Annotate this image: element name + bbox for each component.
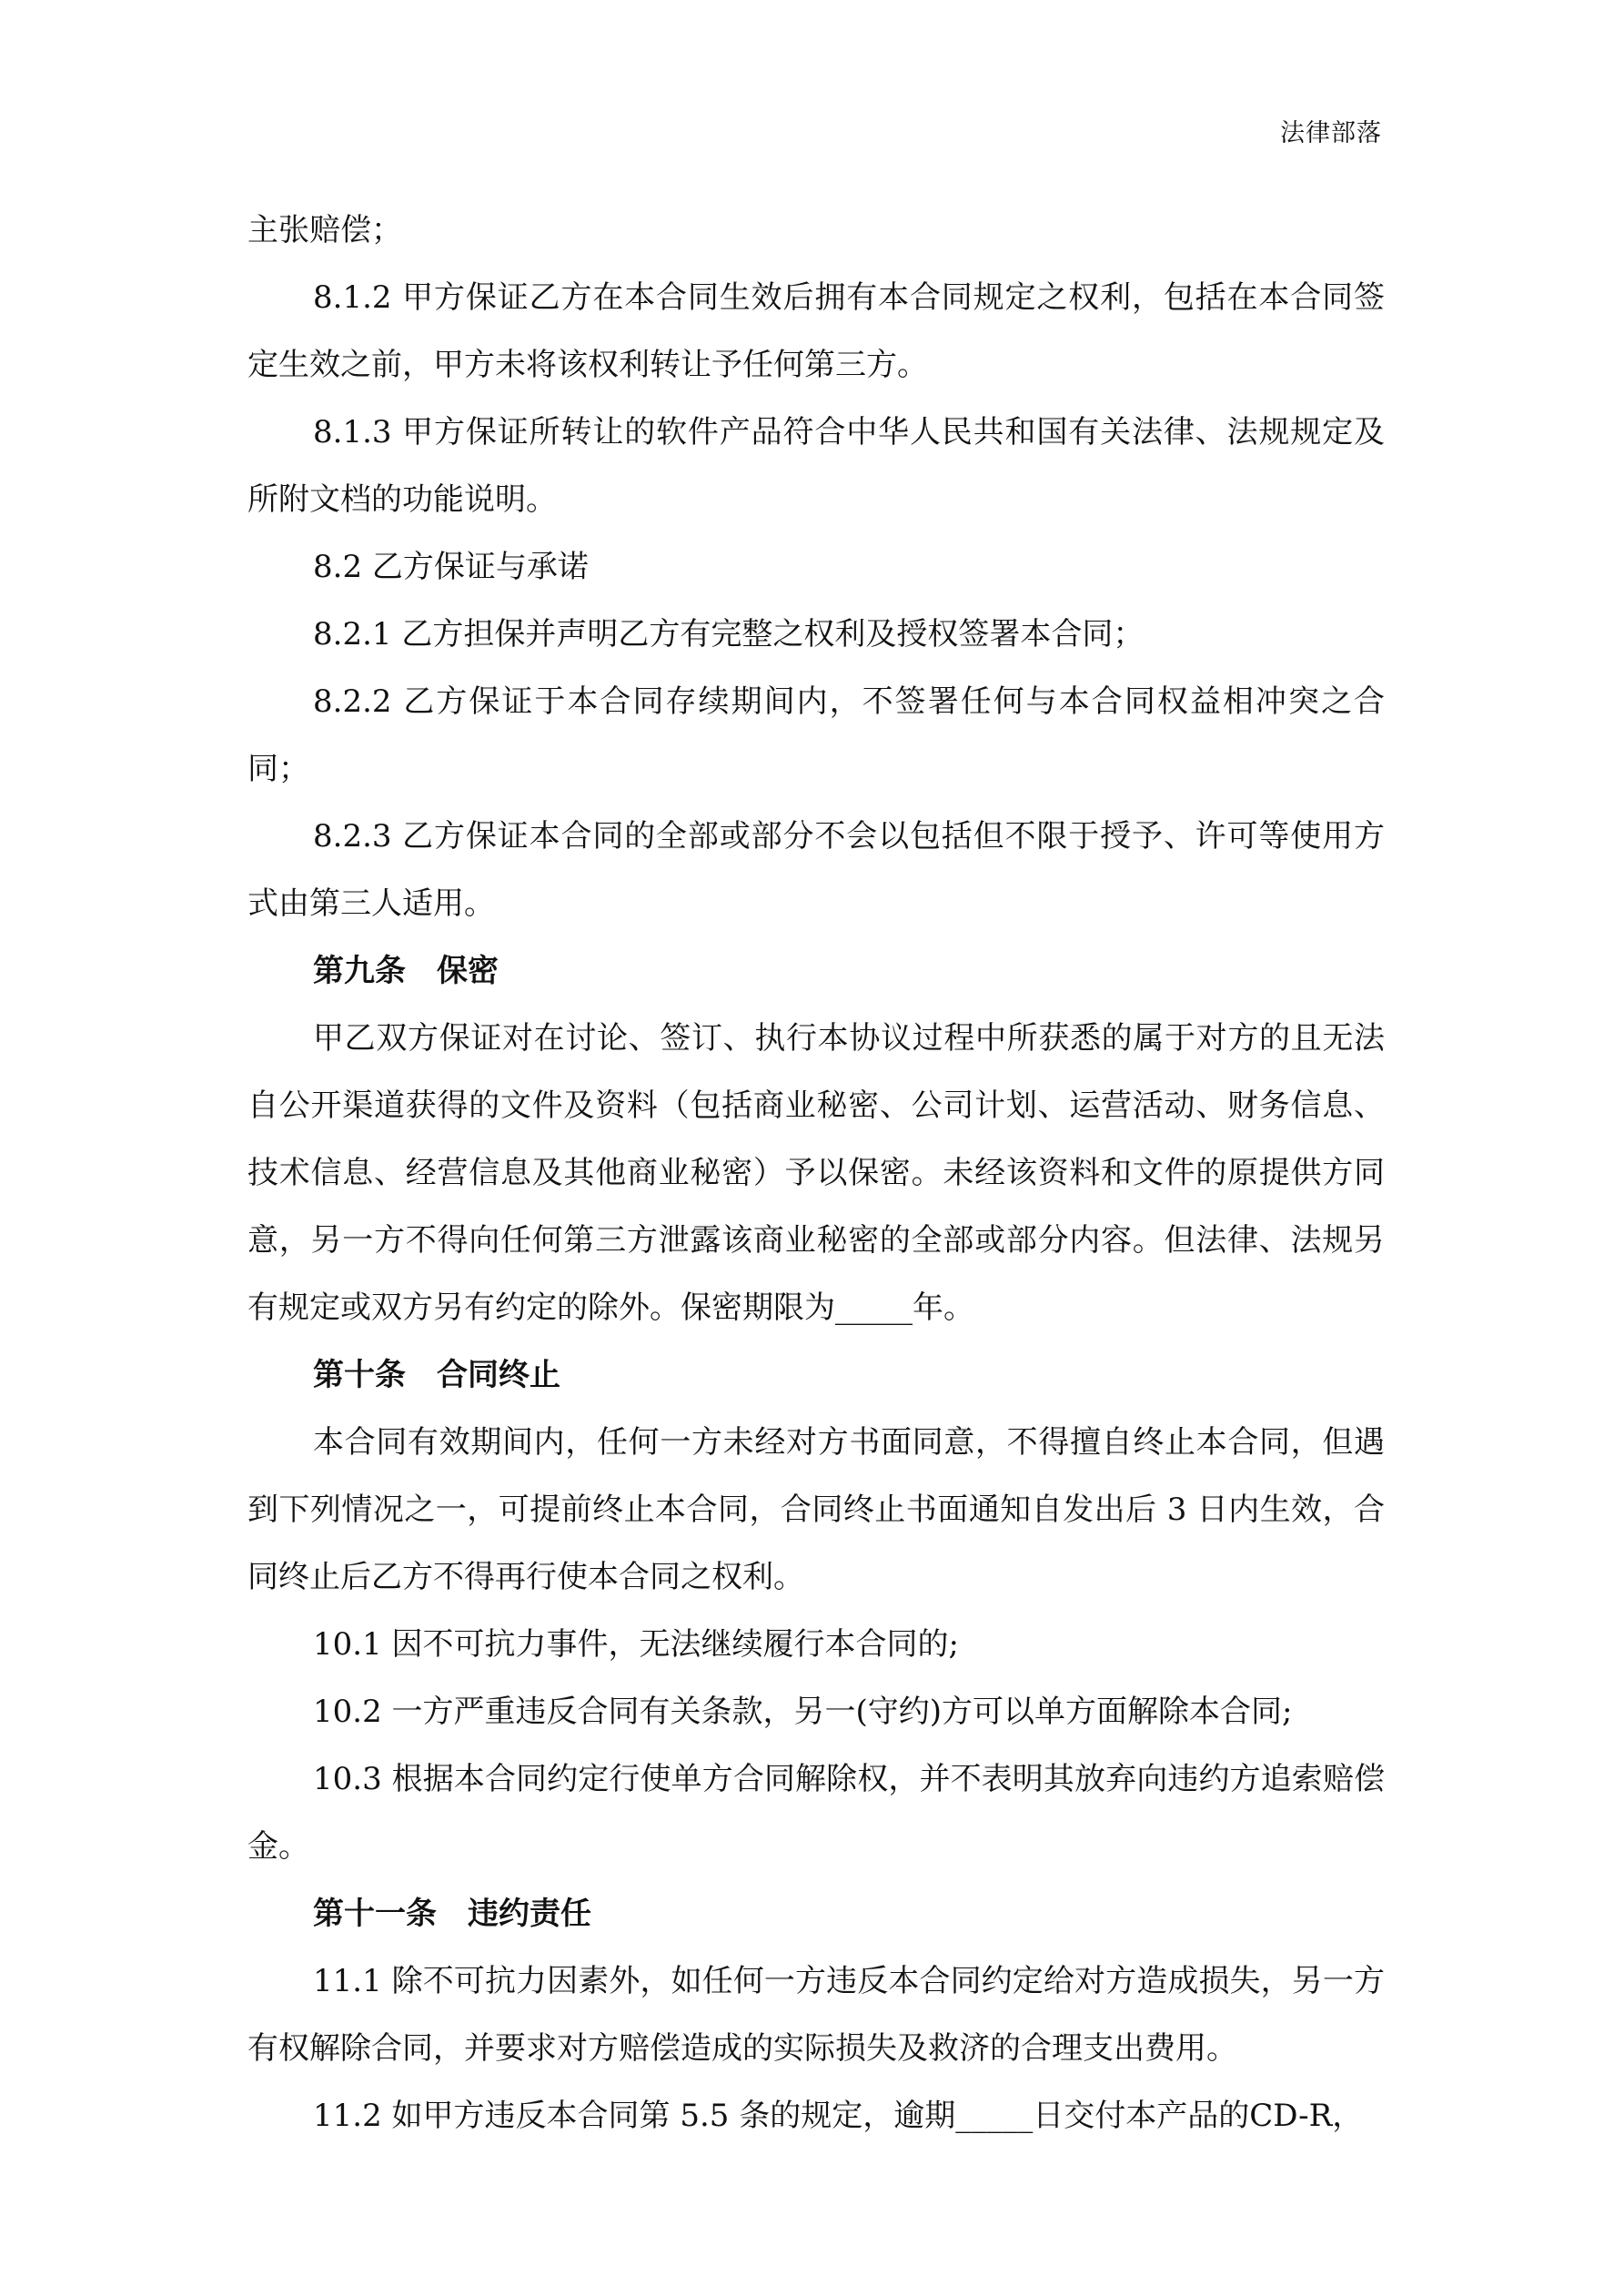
article-number: 第十一条 xyxy=(313,1896,437,1932)
article-9-heading xyxy=(247,937,1385,1005)
clause-10-3: 10.3 根据本合同约定行使单方合同解除权，并不表明其放弃向违约方追索赔偿金。 xyxy=(247,1761,1385,1865)
clause-10-1: 10.1 因不可抗力事件，无法继续履行本合同的; xyxy=(313,1626,959,1663)
clause-11-1: 11.1 除不可抗力因素外，如任何一方违反本合同约定给对方造成损失，另一方有权解除合同，并要求对方赔偿造成的实际损失及救济的合理支出费用。 xyxy=(247,1963,1385,2067)
article-title: 合同终止 xyxy=(437,1357,560,1393)
article-title: 违约责任 xyxy=(468,1896,591,1932)
paragraph: 主张赔偿； xyxy=(247,212,402,248)
clause-11-2: 11.2 如甲方违反本合同第 5.5 条的规定，逾期_____日交付本产品的CD-R， xyxy=(313,2098,1364,2134)
clause-10-2: 10.2 一方严重违反合同有关条款，另一(守约)方可以单方面解除本合同; xyxy=(313,1694,1293,1730)
article-number: 第十条 xyxy=(313,1357,406,1393)
clause-8-2: 8.2 乙方保证与承诺 xyxy=(313,549,589,585)
clause-8-2-3: 8.2.3 乙方保证本合同的全部或部分不会以包括但不限于授予、许可等使用方式由第三人适用。 xyxy=(247,818,1385,922)
clause-8-2-2: 8.2.2 乙方保证于本合同存续期间内，不签署任何与本合同权益相冲突之合同； xyxy=(247,683,1385,787)
document-body xyxy=(247,197,1385,2149)
clause-8-1-3: 8.1.3 甲方保证所转让的软件产品符合中华人民共和国有关法律、法规规定及所附文档的功能说明。 xyxy=(247,414,1385,518)
article-10-body: 本合同有效期间内，任何一方未经对方书面同意，不得擅自终止本合同，但遇到下列情况之一，可提前终止本合同，合同终止书面通知自发出后 3 日内生效，合同终止后乙方不得再行使本合同之权利。 xyxy=(247,1424,1385,1595)
clause-8-1-2: 8.1.2 甲方保证乙方在本合同生效后拥有本合同规定之权利，包括在本合同签定生效之前，甲方未将该权利转让予任何第三方。 xyxy=(247,279,1385,383)
article-11-heading xyxy=(247,1880,1385,1947)
article-title: 保密 xyxy=(437,953,499,989)
article-9-body: 甲乙双方保证对在讨论、签订、执行本协议过程中所获悉的属于对方的且无法自公开渠道获得的文件及资料（包括商业秘密、公司计划、运营活动、财务信息、技术信息、经营信息及其他商业秘密）予以保密。未经该资料和文件的原提供方同意，另一方不得向任何第三方泄露该商业秘密的全部或部分内容。但法律、法规另有规定或双方另有约定的除外。保密期限为_____年。 xyxy=(247,1020,1385,1326)
article-10-heading xyxy=(247,1341,1385,1409)
article-number: 第九条 xyxy=(313,953,406,989)
clause-8-2-1: 8.2.1 乙方担保并声明乙方有完整之权利及授权签署本合同； xyxy=(313,616,1145,652)
page-header: 法律部落 xyxy=(1280,119,1382,147)
